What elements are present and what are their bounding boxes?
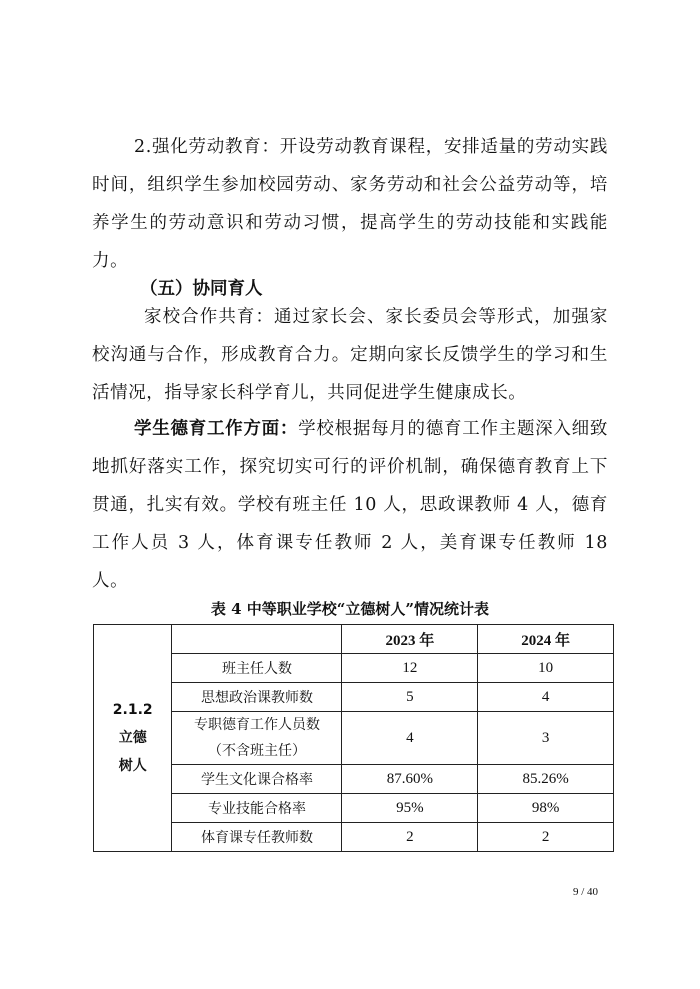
cell-2024: 2 [478,823,614,852]
row-label: 学生文化课合格率 [172,765,342,794]
row-label: 体育课专任教师数 [172,823,342,852]
table-row [94,765,614,794]
cell-2024: 98% [478,794,614,823]
moral-education-stats-table [93,624,614,852]
cell-2023: 95% [342,794,478,823]
cell-2023: 2 [342,823,478,852]
column-header-2024: 2024 年 [478,625,614,654]
row-label [172,712,342,765]
row-group-code: 2.1.2 [112,702,153,718]
moral-education-body: 学校根据每月的德育工作主题深入细致地抓好落实工作，探究切实可行的评价机制，确保德育教育上下贯通，扎实有效。学校有班主任 10 人，思政课教师 4 人，德育工作人员 3 人，体育课专任教师 2 人，美育课专任教师 18 人。 [92,419,608,591]
paragraph-moral-education [92,410,608,600]
table-row [94,823,614,852]
paragraph-labor-education: 2.强化劳动教育：开设劳动教育课程，安排适量的劳动实践时间，组织学生参加校园劳动、家务劳动和社会公益劳动等，培养学生的劳动意识和劳动习惯，提高学生的劳动技能和实践能力。 [92,137,608,271]
table-caption: 表 4 中等职业学校“立德树人”情况统计表 [210,600,490,618]
table-row [94,683,614,712]
cell-2024: 10 [478,654,614,683]
table-row [94,712,614,765]
table-row [94,654,614,683]
cell-2023: 4 [342,712,478,765]
cell-2024: 4 [478,683,614,712]
paragraph-home-school-cooperation: 家校合作共育：通过家长会、家长委员会等形式，加强家校沟通与合作，形成教育合力。定期向家长反馈学生的学习和生活情况，指导家长科学育儿，共同促进学生健康成长。 [92,307,608,403]
row-label: 班主任人数 [172,654,342,683]
row-label: 思想政治课教师数 [172,683,342,712]
column-header-2023: 2023 年 [342,625,478,654]
cell-2024: 85.26% [478,765,614,794]
cell-2023: 12 [342,654,478,683]
row-label-note: （不含班主任） [207,743,306,759]
row-label-main: 专职德育工作人员数 [193,717,320,733]
page-number: 9 / 40 [573,886,599,898]
moral-education-lead: 学生德育工作方面： [134,419,299,439]
table-row [94,794,614,823]
row-label: 专业技能合格率 [172,794,342,823]
cell-2023: 5 [342,683,478,712]
row-group-title-line2: 树人 [118,758,147,774]
row-group-title-line1: 立德 [118,730,147,746]
section-heading-collaborative-education: （五）协同育人 [140,279,263,299]
cell-2023: 87.60% [342,765,478,794]
cell-2024: 3 [478,712,614,765]
row-group-header [94,625,172,852]
table-header-row [94,625,614,654]
header-blank-cell [172,625,342,654]
